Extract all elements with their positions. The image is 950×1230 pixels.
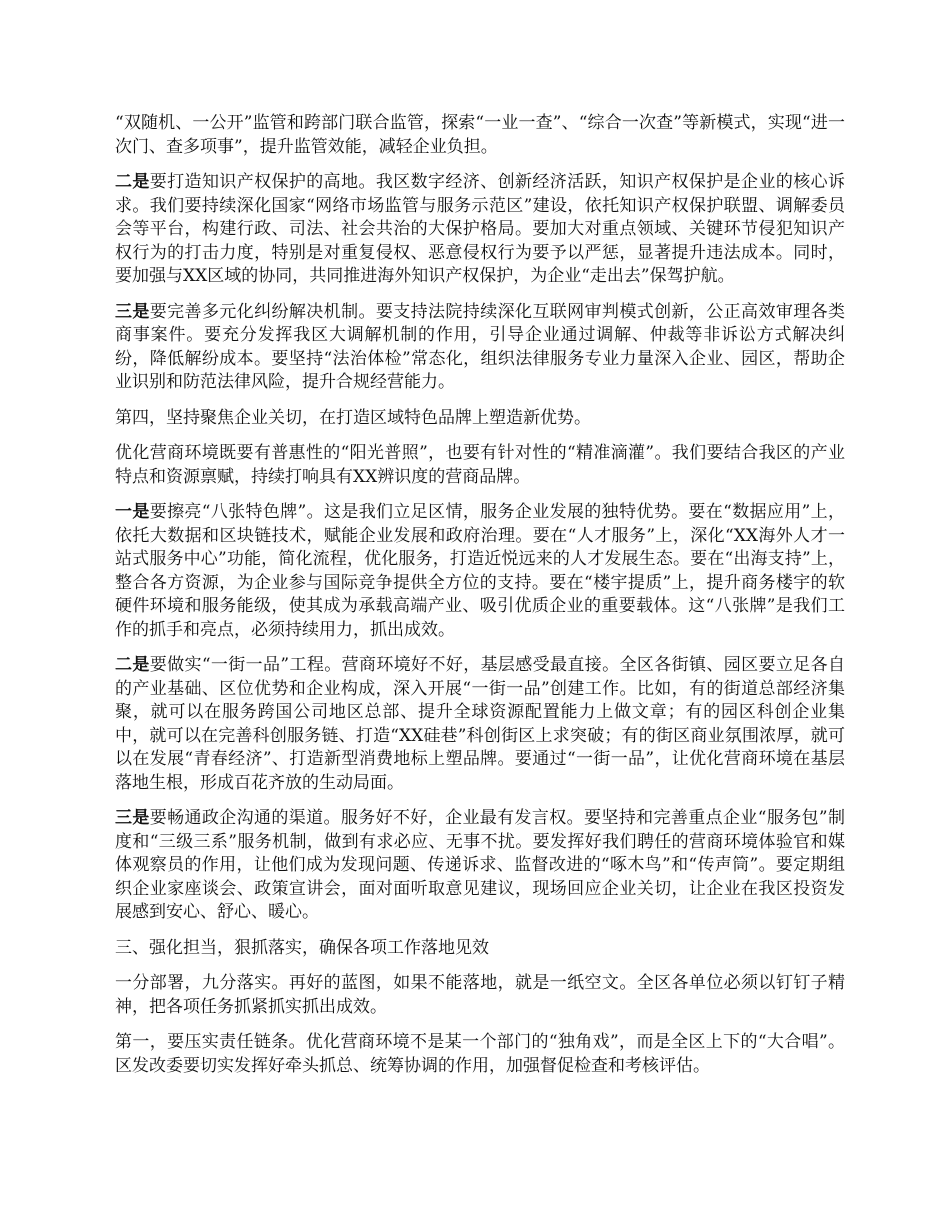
paragraph-8 — [115, 807, 845, 925]
paragraph-6-text: 要擦亮“八张特色牌”。这是我们立足区情，服务企业发展的独特优势。要在“数据应用”上，依托大数据和区块链技术，赋能企业发展和政府治理。要在“人才服务”上，深化“XX海外人才一站式服务中心”功能，简化流程，优化服务，打造近悦远来的人才发展生态。要在“出海支持”上，整合各方资源，为企业参与国际竞争提供全方位的支持。要在“楼宇提质”上，提升商务楼宇的软硬件环境和服务能级，使其成为承载高端产业、吸引优质企业的重要载体。这“八张牌”是我们工作的抓手和亮点，必须持续用力，抓出成效。 — [115, 502, 846, 640]
paragraph-5 — [115, 442, 845, 489]
paragraph-6 — [115, 501, 845, 642]
section-heading-fourth-text: 第四，坚持聚焦企业关切，在打造区域特色品牌上塑造新优势。 — [115, 407, 591, 428]
paragraph-2 — [115, 171, 845, 289]
paragraph-7 — [115, 654, 845, 795]
section-heading-fourth — [115, 407, 845, 431]
paragraph-1 — [115, 112, 845, 159]
paragraph-8-lead: 三是 — [115, 808, 150, 828]
paragraph-1-text: “双随机、一公开”监管和跨部门联合监管，探索“一业一查”、“综合一次查”等新模式，实现“进一次门、查多项事”，提升监管效能，减轻企业负担。 — [115, 113, 845, 157]
section-heading-three-text: 三、强化担当，狠抓落实，确保各项工作落地见效 — [115, 937, 489, 958]
paragraph-2-lead: 二是 — [115, 172, 150, 192]
section-heading-three — [115, 937, 845, 961]
paragraph-11-text: 第一，要压实责任链条。优化营商环境不是某一个部门的“独角戏”，而是全区上下的“大合唱”。区发改委要切实发挥好牵头抓总、统筹协调的作用，加强督促检查和考核评估。 — [115, 1032, 845, 1076]
paragraph-7-text: 要做实“一街一品”工程。营商环境好不好，基层感受最直接。全区各街镇、园区要立足各自的产业基础、区位优势和企业构成，深入开展“一街一品”创建工作。比如，有的街道总部经济集聚，就可以在服务跨国公司地区总部、提升全球资源配置能力上做文章；有的园区科创企业集中，就可以在完善科创服务链、打造“XX硅巷”科创街区上求突破；有的街区商业氛围浓厚，就可以在发展“青春经济”、打造新型消费地标上塑品牌。要通过“一街一品”，让优化营商环境在基层落地生根，形成百花齐放的生动局面。 — [115, 655, 845, 793]
paragraph-8-text: 要畅通政企沟通的渠道。服务好不好，企业最有发言权。要坚持和完善重点企业“服务包”制度和“三级三系”服务机制，做到有求必应、无事不扰。要发挥好我们聘任的营商环境体验官和媒体观察员的作用，让他们成为发现问题、传递诉求、监督改进的“啄木鸟”和“传声筒”。要定期组织企业家座谈会、政策宣讲会，面对面听取意见建议，现场回应企业关切，让企业在我区投资发展感到安心、舒心、暖心。 — [115, 808, 845, 922]
paragraph-3 — [115, 301, 845, 395]
paragraph-3-text: 要完善多元化纠纷解决机制。要支持法院持续深化互联网审判模式创新，公正高效审理各类商事案件。要充分发挥我区大调解机制的作用，引导企业通过调解、仲裁等非诉讼方式解决纠纷，降低解纷成本。要坚持“法治体检”常态化，组织法律服务专业力量深入企业、园区，帮助企业识别和防范法律风险，提升合规经营能力。 — [115, 301, 845, 392]
paragraph-7-lead: 二是 — [115, 655, 150, 675]
paragraph-10 — [115, 972, 845, 1019]
paragraph-6-lead: 一是 — [115, 502, 150, 522]
paragraph-5-text: 优化营商环境既要有普惠性的“阳光普照”，也要有针对性的“精准滴灌”。我们要结合我区的产业特点和资源禀赋，持续打响具有XX辨识度的营商品牌。 — [115, 443, 845, 487]
document-body — [115, 112, 845, 1090]
paragraph-2-text: 要打造知识产权保护的高地。我区数字经济、创新经济活跃，知识产权保护是企业的核心诉求。我们要持续深化国家“网络市场监管与服务示范区”建设，依托知识产权保护联盟、调解委员会等平台，构建行政、司法、社会共治的大保护格局。要加大对重点领域、关键环节侵犯知识产权行为的打击力度，特别是对重复侵权、恶意侵权行为要予以严惩，显著提升违法成本。同时，要加强与XX区域的协同，共同推进海外知识产权保护，为企业“走出去”保驾护航。 — [115, 172, 845, 286]
paragraph-10-text: 一分部署，九分落实。再好的蓝图，如果不能落地，就是一纸空文。全区各单位必须以钉钉子精神，把各项任务抓紧抓实抓出成效。 — [115, 973, 845, 1017]
paragraph-3-lead: 三是 — [115, 301, 150, 322]
paragraph-11 — [115, 1031, 845, 1078]
